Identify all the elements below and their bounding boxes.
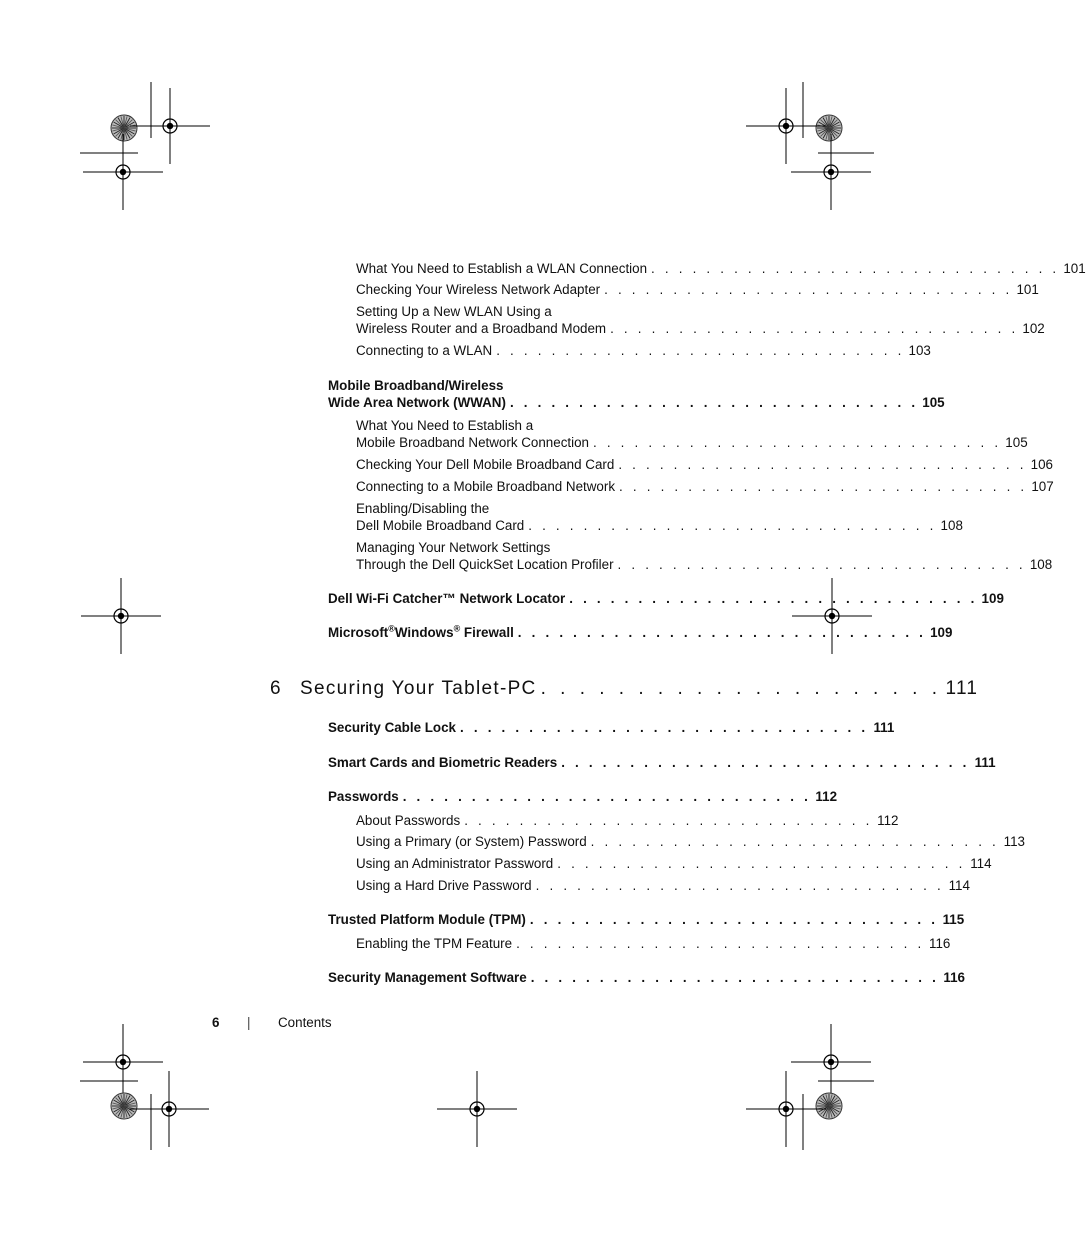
toc-entry-title: Enabling the TPM Feature xyxy=(356,936,513,951)
toc-page-number: 101 xyxy=(1063,261,1086,276)
toc-page-number: 102 xyxy=(1022,321,1045,336)
toc-page-number: 105 xyxy=(1005,435,1028,450)
toc-page-number: 113 xyxy=(1003,834,1025,849)
toc-section[interactable]: Security Management Software . . . . . . . . . . . . . . . . . . . . . . . . . . . . . . 116 xyxy=(328,970,965,985)
toc-entry-title: Connecting to a Mobile Broadband Network xyxy=(356,479,616,494)
toc-entry[interactable]: Enabling the TPM Feature . . . . . . . . . . . . . . . . . . . . . . . . . . . . . . 116 xyxy=(356,936,951,951)
toc-entry-title: Using a Primary (or System) Password xyxy=(356,834,587,849)
toc-page-number: 114 xyxy=(948,878,970,893)
toc-entry[interactable]: Checking Your Wireless Network Adapter . . . . . . . . . . . . . . . . . . . . . . . . . . . . . . 101 xyxy=(356,282,1039,297)
toc-entry-title: Mobile Broadband Network Connection xyxy=(356,435,589,450)
toc-entry-title: Connecting to a WLAN xyxy=(356,343,493,358)
toc-entry[interactable]: Using an Administrator Password . . . . . . . . . . . . . . . . . . . . . . . . . . . . . . 114 xyxy=(356,856,992,871)
chapter-title: Securing Your Tablet-PC xyxy=(300,678,537,699)
toc-page-number: 107 xyxy=(1031,479,1054,494)
toc-section-title: Smart Cards and Biometric Readers xyxy=(328,755,558,770)
toc-page-number: 116 xyxy=(929,936,951,951)
toc-page-number: 108 xyxy=(1029,557,1053,572)
toc-entry-title: Through the Dell QuickSet Location Profiler xyxy=(356,557,614,572)
chapter-number: 6 xyxy=(270,678,282,699)
toc-section[interactable]: Trusted Platform Module (TPM) . . . . . . . . . . . . . . . . . . . . . . . . . . . . . . 115 xyxy=(328,912,965,927)
toc-entry-title: Wireless Router and a Broadband Modem xyxy=(356,321,607,336)
toc-page-number: 106 xyxy=(1030,457,1053,472)
toc-entry-title-line: Managing Your Network Settings xyxy=(356,540,551,555)
toc-section-title: Security Management Software xyxy=(328,970,527,985)
toc-entry-title: Using an Administrator Password xyxy=(356,856,554,871)
toc-entry[interactable]: Using a Hard Drive Password . . . . . . . . . . . . . . . . . . . . . . . . . . . . . . 114 xyxy=(356,878,970,893)
toc-section[interactable]: Microsoft®Windows® Firewall . . . . . . . . . . . . . . . . . . . . . . . . . . . . . . 109 xyxy=(328,623,953,640)
toc-section[interactable]: Security Cable Lock . . . . . . . . . . . . . . . . . . . . . . . . . . . . . . 111 xyxy=(328,720,895,735)
toc-section-title: Passwords xyxy=(328,789,399,804)
toc-entry[interactable]: What You Need to Establish a WLAN Connection . . . . . . . . . . . . . . . . . . . . . . . . . . . . . . 101 xyxy=(356,261,1086,276)
toc-page-number: 112 xyxy=(815,789,838,804)
toc-section-title: Security Cable Lock xyxy=(328,720,457,735)
toc-page-number: 105 xyxy=(922,395,945,410)
toc-section-title-line: Mobile Broadband/Wireless xyxy=(328,378,504,393)
toc-page-number: 101 xyxy=(1016,282,1039,297)
toc-entry-title-line: Setting Up a New WLAN Using a xyxy=(356,304,552,319)
toc-page-number: 112 xyxy=(877,813,899,828)
footer-page-number: 6 xyxy=(212,1015,220,1030)
toc-chapter-heading[interactable]: 6 Securing Your Tablet-PC . . . . . . . . . . . . . . . . . . . . . 111 xyxy=(270,678,979,699)
toc-page-number: 111 xyxy=(974,755,996,770)
toc-section[interactable]: Dell Wi-Fi Catcher™ Network Locator . . . . . . . . . . . . . . . . . . . . . . . . . . . . . . 109 xyxy=(328,591,1004,606)
footer-separator: | xyxy=(247,1015,251,1030)
toc-entry[interactable]: Checking Your Dell Mobile Broadband Card . . . . . . . . . . . . . . . . . . . . . . . . . . . . . . 106 xyxy=(356,457,1053,472)
toc-entry-title: About Passwords xyxy=(356,813,461,828)
toc-entry-title-line: What You Need to Establish a xyxy=(356,418,534,433)
toc-section-title: Wide Area Network (WWAN) xyxy=(328,395,506,410)
toc-entry[interactable]: Enabling/Disabling the Dell Mobile Broadband Card . . . . . . . . . . . . . . . . . . . . . . . . . . . . . . 108 xyxy=(356,501,963,533)
toc-page-number: 116 xyxy=(943,970,965,985)
toc-page-number: 108 xyxy=(940,518,963,533)
toc-entry[interactable]: About Passwords . . . . . . . . . . . . . . . . . . . . . . . . . . . . . . 112 xyxy=(356,813,899,828)
toc-page-number: 114 xyxy=(970,856,992,871)
toc-entry[interactable]: Using a Primary (or System) Password . . . . . . . . . . . . . . . . . . . . . . . . . . . . . . 113 xyxy=(356,834,1025,849)
toc-section[interactable]: Passwords . . . . . . . . . . . . . . . . . . . . . . . . . . . . . . 112 xyxy=(328,789,838,804)
toc-entry[interactable]: Managing Your Network Settings Through the Dell QuickSet Location Profiler . . . . . . . . . . . . . . . . . . . . . . . . . . . . . . 108 xyxy=(356,540,1053,572)
toc-entry[interactable]: What You Need to Establish a Mobile Broadband Network Connection . . . . . . . . . . . . . . . . . . . . . . . . . . . . . . 105 xyxy=(356,418,1028,450)
toc-section[interactable]: Mobile Broadband/Wireless Wide Area Network (WWAN) . . . . . . . . . . . . . . . . . . . . . . . . . . . . . . 105 xyxy=(328,378,945,410)
toc-page-number: 109 xyxy=(981,591,1004,606)
toc-entry-title: Checking Your Dell Mobile Broadband Card xyxy=(356,457,615,472)
toc-entry-title: Dell Mobile Broadband Card xyxy=(356,518,525,533)
toc-section-title: Dell Wi-Fi Catcher™ Network Locator xyxy=(328,591,566,606)
toc-entry-title: Using a Hard Drive Password xyxy=(356,878,532,893)
toc-entry[interactable]: Connecting to a WLAN . . . . . . . . . . . . . . . . . . . . . . . . . . . . . . 103 xyxy=(356,343,931,358)
toc-section[interactable]: Smart Cards and Biometric Readers . . . . . . . . . . . . . . . . . . . . . . . . . . . . . . 111 xyxy=(328,755,996,770)
toc-entry[interactable]: Connecting to a Mobile Broadband Network . . . . . . . . . . . . . . . . . . . . . . . . . . . . . . 107 xyxy=(356,479,1054,494)
toc-entry-title: What You Need to Establish a WLAN Connection xyxy=(356,261,648,276)
toc-section-title: Trusted Platform Module (TPM) xyxy=(328,912,526,927)
toc-page-number: 115 xyxy=(942,912,965,927)
toc-entry-title-line: Enabling/Disabling the xyxy=(356,501,490,516)
footer-section-label: Contents xyxy=(278,1015,332,1030)
toc-page-number: 111 xyxy=(873,720,895,735)
toc-entry[interactable]: Setting Up a New WLAN Using a Wireless Router and a Broadband Modem . . . . . . . . . . . . . . . . . . . . . . . . . . . . . . 102 xyxy=(356,304,1045,336)
toc-page-number: 109 xyxy=(930,625,953,640)
toc-section-title: Microsoft®Windows® Firewall xyxy=(328,623,514,640)
toc-entry-title: Checking Your Wireless Network Adapter xyxy=(356,282,601,297)
toc-page-number: 111 xyxy=(945,678,979,699)
toc-page-number: 103 xyxy=(908,343,931,358)
